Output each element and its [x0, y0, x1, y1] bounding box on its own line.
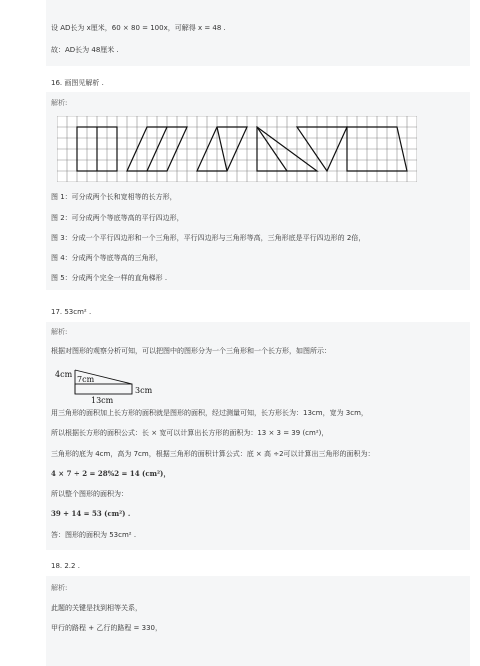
q17-heading: 17. 53cm² . — [51, 308, 92, 316]
q16-grid-figure — [57, 116, 417, 182]
q17-line-3: 所以根据长方形的面积公式：长 × 宽可以计算出长方形的面积为：13 × 3 = 39 (cm²)， — [51, 429, 329, 437]
q16-label: 解析: — [51, 99, 68, 107]
q16-line-3: 图 3：分成一个平行四边形和一个三角形，平行四边形与三角形等高，三角形底是平行四边形的 2倍， — [51, 234, 366, 242]
q17-line-8: 答：图形的面积为 53cm² . — [51, 531, 137, 539]
q18-heading: 18. 2.2 . — [51, 562, 80, 570]
q18-label: 解析: — [51, 584, 68, 592]
q17-line-2: 用三角形的面积加上长方形的面积就是图形的面积，经过测量可知，长方形长为：13cm，宽为 3cm， — [51, 409, 368, 417]
q17-line-6: 所以整个图形的面积为： — [51, 490, 128, 498]
q16-line-4: 图 4：分成两个等底等高的三角形， — [51, 254, 163, 262]
q16-line-5: 图 5：分成两个完全一样的直角梯形 . — [51, 274, 168, 282]
q17-line-5: 4 × 7 ÷ 2 = 28%2 = 14 (cm²)， — [51, 469, 171, 478]
q15-box — [46, 0, 470, 66]
q17-label-3cm: 3cm — [135, 386, 153, 395]
q16-heading: 16. 画图见解析 . — [51, 79, 104, 87]
q17-label: 解析: — [51, 328, 68, 336]
q18-line-1: 此题的关键是找到相等关系， — [51, 604, 142, 612]
q15-line-1: 设 AD长为 x厘米，60 × 80 = 100x，可解得 x = 48 . — [51, 24, 226, 32]
q17-line-1: 根据对图形的观察分析可知，可以把图中的图形分为一个三角形和一个长方形，如图所示： — [51, 347, 331, 355]
q16-line-2: 图 2：可分成两个等底等高的平行四边形， — [51, 214, 184, 222]
q17-label-4cm: 4cm — [55, 370, 73, 379]
q18-line-2: 甲行的路程 + 乙行的路程 = 330， — [51, 624, 162, 632]
q16-line-1: 图 1：可分成两个长和宽相等的长方形， — [51, 193, 177, 201]
q18-box — [46, 576, 470, 666]
q17-label-7cm: 7cm — [77, 375, 95, 384]
q15-line-2: 故：AD长为 48厘米 . — [51, 46, 119, 54]
q17-shape-figure — [55, 366, 165, 406]
q17-line-4: 三角形的底为 4cm，高为 7cm，根据三角形的面积计算公式：底 × 高 ÷2可以计算出三角形的面积为： — [51, 450, 375, 458]
q17-line-7: 39 + 14 = 53 (cm²) . — [51, 509, 131, 518]
q17-label-13cm: 13cm — [91, 396, 114, 405]
